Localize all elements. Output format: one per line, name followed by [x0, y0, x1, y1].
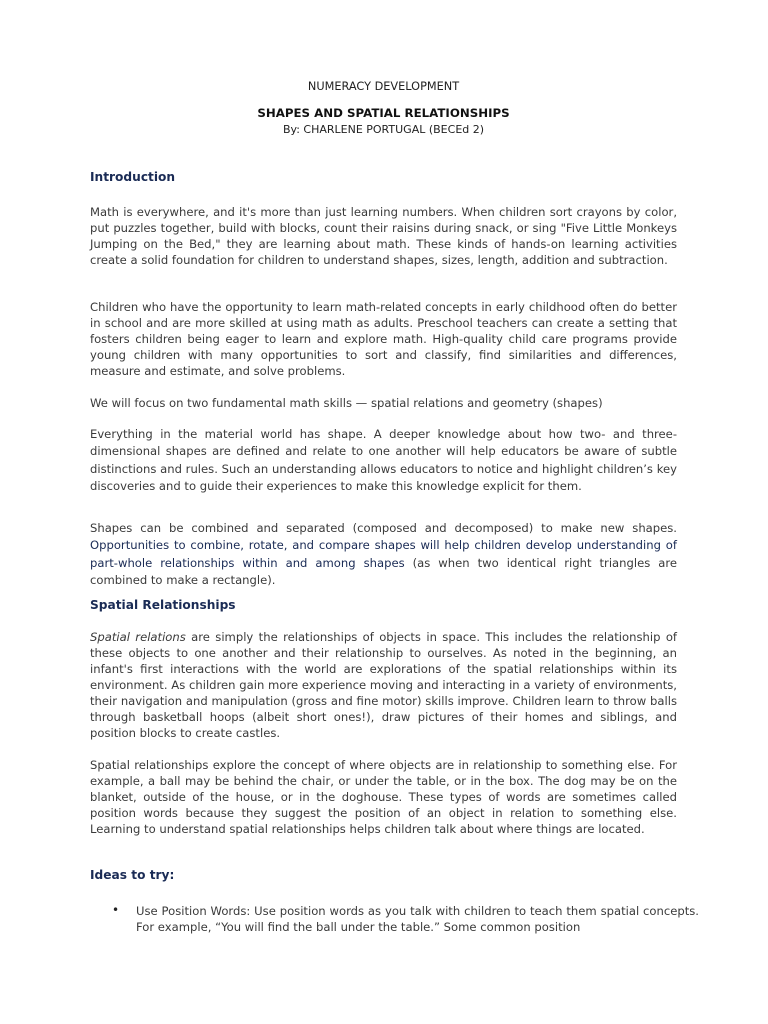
- bullet-icon: •: [112, 903, 120, 917]
- spatial-paragraph-1-rest: are simply the relationships of objects in space. This includes the relationship of these objects to one another and their relationship to ourselves. As noted in the beginning, an infant's first interactions with the world are explorations of the spatial relationships within its environment. As children gain more experience moving and interacting in a variety of environments, their navigation and manipulation (gross and fine motor) skills improve. Children learn to throw balls through basketball hoops (albeit short ones!), draw pictures of their homes and siblings, and position blocks to create castles.: [90, 630, 677, 740]
- introduction-heading: Introduction: [90, 170, 176, 184]
- spatial-paragraph-2: Spatial relationships explore the concept of where objects are in relationship to something else. For example, a ball may be behind the chair, or under the table, or in the box. The dog may be on the blanket, outside of the house, or in the doghouse. These types of words are sometimes called position words because they suggest the position of an object in relation to something else. Learning to understand spatial relationships helps children talk about where things are located.: [90, 758, 677, 836]
- ideas-heading: Ideas to try:: [90, 868, 175, 882]
- intro-paragraph-5-end: (as when two identical right triangles are combined to make a rectangle).: [90, 555, 678, 588]
- intro-paragraph-1: Math is everywhere, and it's more than just learning numbers. When children sort crayons by color, put puzzles together, build with blocks, count their raisins during snack, or sing "Five Little Monkeys Jumping on the Bed," they are learning about math. These kinds of hands-on learning activities create a solid foundation for children to understand shapes, sizes, length, addition and subtraction.: [90, 205, 677, 267]
- intro-paragraph-2: Children who have the opportunity to learn math-related concepts in early childhood often do better in school and are more skilled at using math as adults. Preschool teachers can create a setting that fosters children being eager to learn and explore math. High-quality child care programs provide young children with many opportunities to sort and classify, find similarities and differences, measure and estimate, and solve problems.: [90, 300, 677, 378]
- spatial-relations-term: Spatial relations: [90, 630, 186, 644]
- document-title: SHAPES AND SPATIAL RELATIONSHIPS: [257, 106, 510, 120]
- intro-paragraph-5-start: Shapes can be combined and separated (composed and decomposed) to make new shapes.: [90, 521, 677, 535]
- document-kicker: NUMERACY DEVELOPMENT: [307, 80, 460, 93]
- intro-paragraph-3: We will focus on two fundamental math skills — spatial relations and geometry (shapes): [90, 396, 603, 410]
- spatial-paragraph-1: [90, 629, 677, 741]
- intro-paragraph-4: Everything in the material world has shape. A deeper knowledge about how two- and three-dimensional shapes are defined and relate to one another will help educators be aware of subtle distinctions and rules. Such an understanding allows educators to notice and highlight children’s key discoveries and to guide their experiences to make this knowledge explicit for them.: [90, 427, 677, 494]
- document-author: By: CHARLENE PORTUGAL (BECEd 2): [282, 123, 485, 136]
- spatial-relationships-heading: Spatial Relationships: [90, 598, 236, 612]
- intro-paragraph-5: [90, 520, 677, 590]
- intro-paragraph-5-highlight: Opportunities to combine, rotate, and compare shapes will help children develop understanding of part-whole relationships within and among shapes: [90, 538, 677, 570]
- ideas-item-text: Use Position Words: Use position words as you talk with children to teach them spatial concepts. For example, “You will find the ball under the table.” Some common position: [136, 904, 699, 934]
